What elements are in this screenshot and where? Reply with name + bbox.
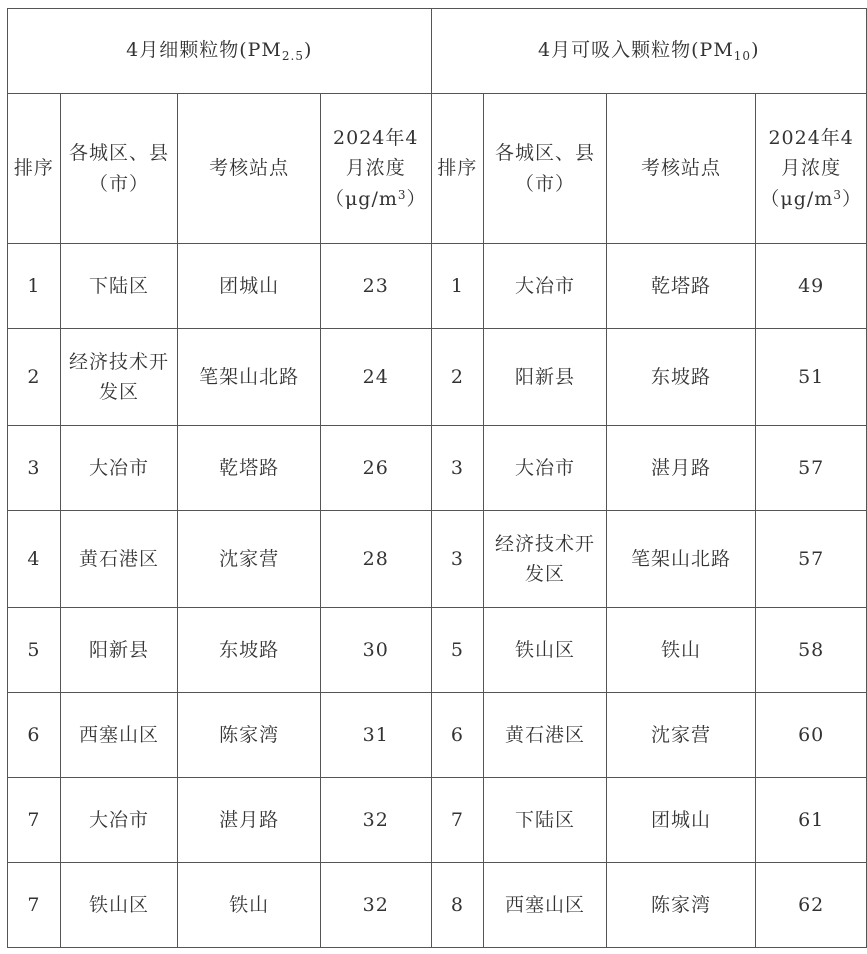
table-row bbox=[8, 863, 867, 948]
pm10-rank: 8 bbox=[431, 863, 484, 948]
pm10-value: 51 bbox=[756, 329, 867, 426]
pm10-value: 57 bbox=[756, 511, 867, 608]
pm25-value: 31 bbox=[320, 693, 431, 778]
table-row bbox=[8, 693, 867, 778]
pm10-value: 61 bbox=[756, 778, 867, 863]
pm10-area: 下陆区 bbox=[484, 778, 606, 863]
pm25-value: 32 bbox=[320, 863, 431, 948]
pm10-rank: 1 bbox=[431, 244, 484, 329]
pm25-area: 铁山区 bbox=[60, 863, 177, 948]
pm25-value: 23 bbox=[320, 244, 431, 329]
pm25-rank: 7 bbox=[8, 778, 61, 863]
pm10-site: 铁山 bbox=[606, 608, 756, 693]
table-row bbox=[8, 778, 867, 863]
pm25-rank-header: 排序 bbox=[8, 94, 61, 244]
pm10-value: 58 bbox=[756, 608, 867, 693]
pm25-area: 下陆区 bbox=[60, 244, 177, 329]
pm10-value: 57 bbox=[756, 426, 867, 511]
table-row bbox=[8, 329, 867, 426]
pm10-area: 经济技术开发区 bbox=[484, 511, 606, 608]
pm10-site: 团城山 bbox=[606, 778, 756, 863]
pm25-site: 乾塔路 bbox=[178, 426, 321, 511]
table-row bbox=[8, 244, 867, 329]
pm25-rank: 5 bbox=[8, 608, 61, 693]
air-quality-ranking-table bbox=[7, 8, 867, 948]
pm25-area-header: 各城区、县（市） bbox=[60, 94, 177, 244]
pm25-value: 32 bbox=[320, 778, 431, 863]
pm25-site: 团城山 bbox=[178, 244, 321, 329]
pm10-site-header: 考核站点 bbox=[606, 94, 756, 244]
pm10-value: 49 bbox=[756, 244, 867, 329]
pm25-rank: 4 bbox=[8, 511, 61, 608]
pm10-area: 阳新县 bbox=[484, 329, 606, 426]
pm10-site: 笔架山北路 bbox=[606, 511, 756, 608]
pm10-site: 湛月路 bbox=[606, 426, 756, 511]
pm25-area: 阳新县 bbox=[60, 608, 177, 693]
table-row bbox=[8, 426, 867, 511]
pm25-site: 铁山 bbox=[178, 863, 321, 948]
pm10-rank: 3 bbox=[431, 511, 484, 608]
pm10-area: 铁山区 bbox=[484, 608, 606, 693]
pm25-value: 28 bbox=[320, 511, 431, 608]
pm25-value: 26 bbox=[320, 426, 431, 511]
pm25-site-header: 考核站点 bbox=[178, 94, 321, 244]
pm25-area: 经济技术开发区 bbox=[60, 329, 177, 426]
table-row bbox=[8, 511, 867, 608]
pm25-rank: 3 bbox=[8, 426, 61, 511]
pm25-area: 大冶市 bbox=[60, 426, 177, 511]
pm10-area-header: 各城区、县（市） bbox=[484, 94, 606, 244]
pm10-group-header: 4月可吸入颗粒物$(PM_{10})$ bbox=[431, 9, 866, 94]
table-row bbox=[8, 608, 867, 693]
pm10-rank-header: 排序 bbox=[431, 94, 484, 244]
pm25-value: 30 bbox=[320, 608, 431, 693]
pm10-rank: 7 bbox=[431, 778, 484, 863]
pm25-group-header: 4月细颗粒物$(PM_{2.5})$ bbox=[8, 9, 432, 94]
pm25-area: 黄石港区 bbox=[60, 511, 177, 608]
pm25-area: 西塞山区 bbox=[60, 693, 177, 778]
pm25-rank: 2 bbox=[8, 329, 61, 426]
pm10-rank: 5 bbox=[431, 608, 484, 693]
pm10-value: 60 bbox=[756, 693, 867, 778]
pm25-value-header: 2024年4月浓度 $(\mu g/m^3)$ bbox=[320, 94, 431, 244]
pm25-site: 陈家湾 bbox=[178, 693, 321, 778]
pm10-site: 乾塔路 bbox=[606, 244, 756, 329]
pm25-rank: 1 bbox=[8, 244, 61, 329]
pm25-area: 大冶市 bbox=[60, 778, 177, 863]
pm10-area: 大冶市 bbox=[484, 244, 606, 329]
pm25-site: 笔架山北路 bbox=[178, 329, 321, 426]
pm10-value-header: 2024年4月浓度 $(\mu g/m^3)$ bbox=[756, 94, 867, 244]
pm10-site: 陈家湾 bbox=[606, 863, 756, 948]
pm25-rank: 6 bbox=[8, 693, 61, 778]
pm25-rank: 7 bbox=[8, 863, 61, 948]
pm25-site: 湛月路 bbox=[178, 778, 321, 863]
pm10-rank: 6 bbox=[431, 693, 484, 778]
pm25-site: 沈家营 bbox=[178, 511, 321, 608]
pm10-rank: 3 bbox=[431, 426, 484, 511]
pm10-site: 沈家营 bbox=[606, 693, 756, 778]
pm10-area: 大冶市 bbox=[484, 426, 606, 511]
pm25-site: 东坡路 bbox=[178, 608, 321, 693]
pm10-value: 62 bbox=[756, 863, 867, 948]
pm25-value: 24 bbox=[320, 329, 431, 426]
pm10-area: 黄石港区 bbox=[484, 693, 606, 778]
pm10-area: 西塞山区 bbox=[484, 863, 606, 948]
pm10-rank: 2 bbox=[431, 329, 484, 426]
pm10-site: 东坡路 bbox=[606, 329, 756, 426]
